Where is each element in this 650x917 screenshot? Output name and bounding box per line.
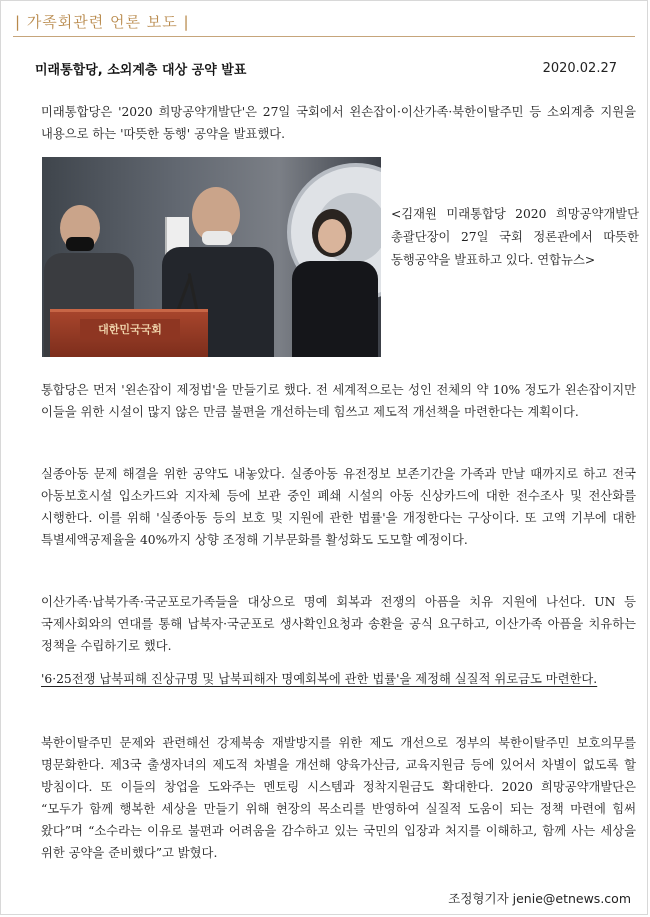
lead-paragraph: 미래통합당은 '2020 희망공약개발단'은 27일 국회에서 왼손잡이·이산가족·북한이탈주민 등 소외계층 지원을 내용으로 하는 '따뜻한 동행' 공약을 발표했다. bbox=[41, 105, 636, 141]
article-headline: 미래통합당, 소외계층 대상 공약 발표 bbox=[35, 63, 247, 78]
section-title: | 가족회관련 언론 보도 | bbox=[15, 13, 190, 31]
person-right-body bbox=[292, 261, 378, 357]
podium bbox=[50, 309, 208, 357]
reporter-byline: 조정형기자 jenie@etnews.com bbox=[448, 891, 631, 906]
podium-sign: 대한민국국회 bbox=[80, 319, 180, 339]
body-paragraph-5: 북한이탈주민 문제와 관련해선 강제북송 재발방지를 위한 제도 개선으로 정부의 북한이탈주민 보호의무를 명문화한다. 제3국 출생자녀의 제도적 차별을 개선해 양육가산금, 교육지원금 등에 있어서 차별이 없도록 할 방침이다. 또 이들의 창업을 도와주는 멘토링 시스템과 정착지원금도 확대한다. 2020 희망공약개발단은 “모두가 함께 행복한 세상을 만들기 위해 현장의 목소리를 반영하여 실질적 도움이 되는 정책 마련에 힘써 왔다”며 “소수라는 이유로 불편과 어려움을 감수하고 있는 국민의 입장과 처지를 이해하고, 함께 사는 세상을 위한 공약을 준비했다”고 밝혔다. bbox=[41, 736, 636, 860]
article-date: 2020.02.27 bbox=[542, 61, 617, 76]
photo-caption: <김재원 미래통합당 2020 희망공약개발단 총괄단장이 27일 국회 정론관에서 따뜻한 동행공약을 발표하고 있다. 연합뉴스> bbox=[391, 207, 639, 267]
person-center-mask bbox=[202, 231, 232, 245]
body-paragraph-4: '6·25전쟁 납북피해 진상규명 및 납북피해자 명예회복에 관한 법률'을 제정해 실질적 위로금도 마련한다. bbox=[41, 672, 598, 686]
press-photo bbox=[42, 157, 381, 357]
title-divider bbox=[13, 36, 635, 37]
body-paragraph-2: 실종아동 문제 해결을 위한 공약도 내놓았다. 실종아동 유전정보 보존기간을 가족과 만날 때까지로 하고 전국 아동보호시설 입소카드와 지자체 등에 보관 중인 폐쇄 시설의 아동 신상카드에 대한 전수조사 및 전산화를 시행한다. 이를 위해 '실종아동 등의 보호 및 지원에 관한 법률'을 개정한다는 구상이다. 또 고액 기부에 대한 특별세액공제율을 40%까지 상향 조정해 기부문화를 활성화도 도모할 예정이다. bbox=[41, 467, 636, 547]
person-left-mask bbox=[66, 237, 94, 251]
person-right-face bbox=[318, 219, 346, 253]
body-paragraph-1: 통합당은 먼저 '왼손잡이 제정법'을 만들기로 했다. 전 세계적으로는 성인 전체의 약 10% 정도가 왼손잡이지만 이들을 위한 시설이 많지 않은 만큼 불편을 개선하는데 힘쓰고 제도적 개선책을 마련한다는 계획이다. bbox=[41, 383, 636, 419]
body-paragraph-3: 이산가족·납북가족·국군포로가족들을 대상으로 명예 회복과 전쟁의 아픔을 치유 지원에 나선다. UN 등 국제사회와의 연대를 통해 납북자·국군포로 생사확인요청과 송환을 공식 요구하고, 이산가족 아픔을 치유하는 정책을 수립하기로 했다. bbox=[41, 595, 636, 653]
